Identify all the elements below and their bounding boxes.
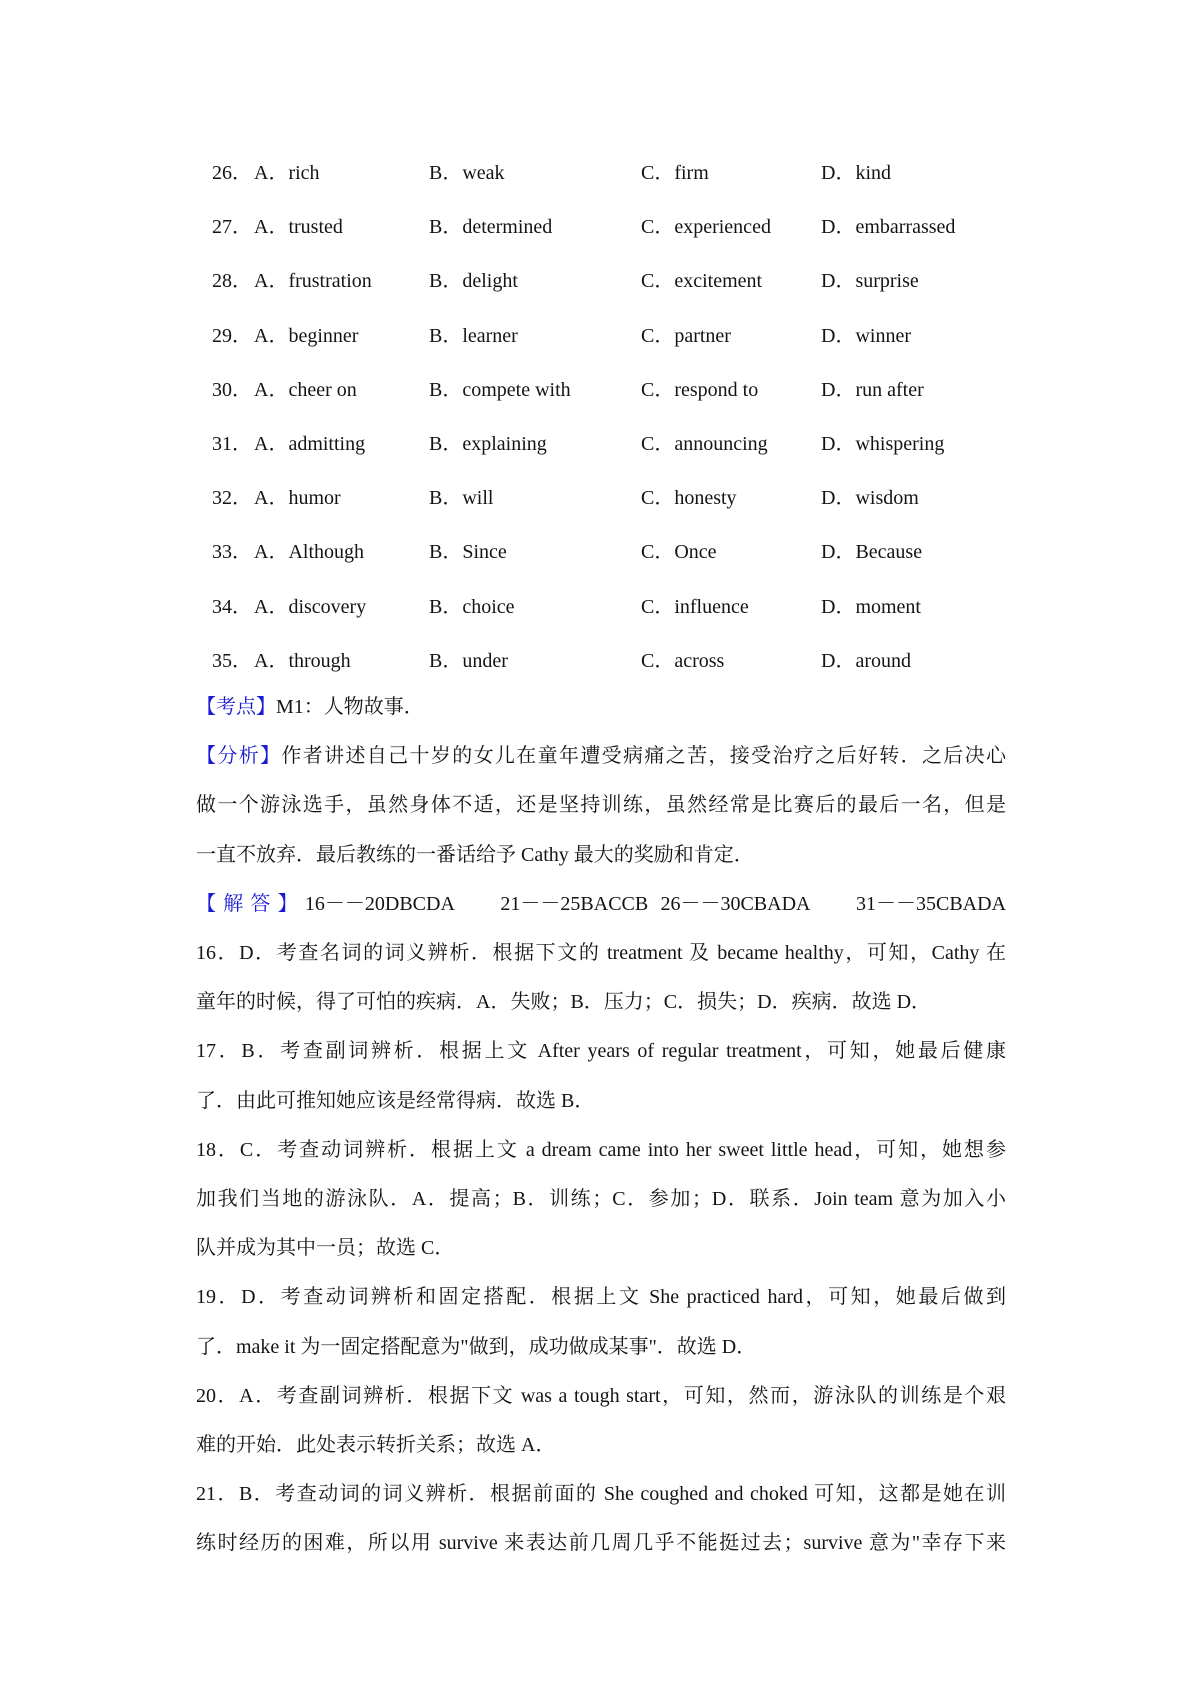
option-a: A．humor bbox=[254, 487, 341, 510]
text-line bbox=[196, 1088, 1006, 1114]
line-text: 了．由此可推知她应该是经常得病．故选 B． bbox=[196, 1089, 595, 1112]
question-number: 30． bbox=[212, 378, 252, 401]
line-text: 童年的时候，得了可怕的疾病．A．失败；B．压力；C．损失；D．疾病．故选 D． bbox=[196, 991, 932, 1014]
option-a: A．beginner bbox=[254, 324, 359, 347]
text-line bbox=[196, 792, 1006, 818]
option-a: A．admitting bbox=[254, 433, 366, 455]
text-line bbox=[196, 1481, 1006, 1507]
text-line bbox=[196, 940, 1006, 966]
option-c: C．partner bbox=[641, 324, 731, 347]
question-number: 26． bbox=[212, 162, 252, 184]
text-line bbox=[196, 989, 1006, 1015]
option-b: B．learner bbox=[429, 324, 518, 347]
question-row bbox=[0, 323, 1200, 349]
option-c: C．experienced bbox=[641, 216, 771, 239]
option-a: A．cheer on bbox=[254, 378, 357, 401]
section-line bbox=[196, 743, 1006, 769]
text-line bbox=[196, 1186, 1006, 1212]
question-row bbox=[0, 594, 1200, 620]
text-line bbox=[196, 842, 1006, 868]
option-b: B．weak bbox=[429, 162, 505, 184]
option-b: B．choice bbox=[429, 595, 515, 618]
text-line bbox=[196, 1334, 1006, 1360]
line-text: 练时经历的困难，所以用 survive 来表达前几周几乎不能挺过去；survive 意为"幸存下来 bbox=[196, 1532, 1006, 1555]
option-d: D．around bbox=[821, 649, 911, 672]
option-d: D．run after bbox=[821, 378, 924, 401]
question-row bbox=[0, 160, 1200, 186]
option-c: C．firm bbox=[641, 162, 709, 184]
section-label: 【解答】 bbox=[196, 892, 305, 915]
option-d: D．embarrassed bbox=[821, 216, 956, 239]
line-text: 18．C．考查动词辨析．根据上文 a dream came into her sweet little head，可知，她想参 bbox=[196, 1138, 1006, 1161]
question-row bbox=[0, 377, 1200, 403]
line-text: 17．B．考查副词辨析．根据上文 After years of regular treatment，可知，她最后健康 bbox=[196, 1040, 1006, 1063]
option-b: B．delight bbox=[429, 270, 518, 293]
option-c: C．excitement bbox=[641, 270, 763, 293]
option-d: D．wisdom bbox=[821, 487, 919, 510]
question-number: 29． bbox=[212, 324, 252, 347]
question-number: 31． bbox=[212, 433, 252, 455]
section-label: 【分析】 bbox=[196, 745, 282, 768]
option-b: B．compete with bbox=[429, 378, 571, 401]
text-line bbox=[196, 1038, 1006, 1064]
section-line bbox=[196, 694, 1006, 720]
line-text: 队并成为其中一员；故选 C． bbox=[196, 1237, 455, 1260]
question-number: 33． bbox=[212, 541, 252, 564]
line-text: 19．D．考查动词辨析和固定搭配．根据上文 She practiced hard，可知，她最后做到 bbox=[196, 1286, 1006, 1309]
question-number: 32． bbox=[212, 487, 252, 510]
option-d: D．moment bbox=[821, 595, 921, 618]
option-c: C．Once bbox=[641, 541, 717, 564]
text-line bbox=[196, 1137, 1006, 1163]
option-d: D．whispering bbox=[821, 433, 945, 455]
text-line bbox=[196, 1432, 1006, 1458]
option-a: A．trusted bbox=[254, 216, 343, 239]
line-text: 作者讲述自己十岁的女儿在童年遭受病痛之苦，接受治疗之后好转．之后决心 bbox=[281, 745, 1007, 768]
option-a: A．frustration bbox=[254, 270, 372, 293]
option-a: A．rich bbox=[254, 162, 320, 184]
option-d: D．surprise bbox=[821, 270, 919, 293]
question-row bbox=[0, 268, 1200, 294]
line-text: 做一个游泳选手，虽然身体不适，还是坚持训练，虽然经常是比赛后的最后一名，但是 bbox=[196, 794, 1006, 817]
option-d: D．Because bbox=[821, 541, 923, 564]
text-line bbox=[196, 1530, 1006, 1556]
line-text: 16．D．考查名词的词义辨析．根据下文的 treatment 及 became healthy，可知，Cathy 在 bbox=[196, 942, 1006, 964]
option-b: B．Since bbox=[429, 541, 507, 564]
line-text: 一直不放弃．最后教练的一番话给予 Cathy 最大的奖励和肯定． bbox=[196, 843, 754, 866]
option-c: C．respond to bbox=[641, 378, 759, 401]
line-text: 16－－20DBCDA 21－－25BACCB 26－－30CBADA 31－－35CBADA bbox=[304, 892, 1007, 915]
question-row bbox=[0, 431, 1200, 457]
line-text: 20．A．考查副词辨析．根据下文 was a tough start，可知，然而，游泳队的训练是个艰 bbox=[196, 1384, 1006, 1407]
line-text: 了．make it 为一固定搭配意为"做到，成功做成某事"．故选 D． bbox=[196, 1335, 757, 1358]
option-c: C．honesty bbox=[641, 487, 737, 510]
question-row bbox=[0, 485, 1200, 511]
question-number: 34． bbox=[212, 595, 252, 618]
text-line bbox=[196, 1284, 1006, 1310]
text-line bbox=[196, 1383, 1006, 1409]
question-row bbox=[0, 539, 1200, 565]
question-number: 35． bbox=[212, 649, 252, 672]
line-text: M1：人物故事． bbox=[276, 696, 424, 718]
line-text: 21．B．考查动词的词义辨析．根据前面的 She coughed and choked 可知，这都是她在训 bbox=[196, 1483, 1006, 1506]
option-a: A．Although bbox=[254, 541, 364, 564]
option-c: C．influence bbox=[641, 595, 749, 618]
text-line bbox=[196, 1235, 1006, 1261]
option-b: B．will bbox=[429, 487, 494, 510]
option-b: B．determined bbox=[429, 216, 553, 239]
question-number: 27． bbox=[212, 216, 252, 239]
question-number: 28． bbox=[212, 270, 252, 293]
line-text: 加我们当地的游泳队．A．提高；B．训练；C．参加；D．联系．Join team 意为加入小 bbox=[196, 1188, 1006, 1210]
line-text: 难的开始．此处表示转折关系；故选 A． bbox=[196, 1434, 556, 1456]
question-row bbox=[0, 214, 1200, 240]
option-c: C．announcing bbox=[641, 433, 768, 455]
option-b: B．under bbox=[429, 649, 508, 672]
option-c: C．across bbox=[641, 649, 725, 672]
option-a: A．discovery bbox=[254, 595, 367, 618]
section-label: 【考点】 bbox=[196, 696, 276, 718]
question-row bbox=[0, 648, 1200, 674]
option-d: D．winner bbox=[821, 324, 911, 347]
section-line bbox=[196, 891, 1006, 917]
option-d: D．kind bbox=[821, 162, 891, 184]
option-b: B．explaining bbox=[429, 433, 547, 455]
option-a: A．through bbox=[254, 649, 351, 672]
